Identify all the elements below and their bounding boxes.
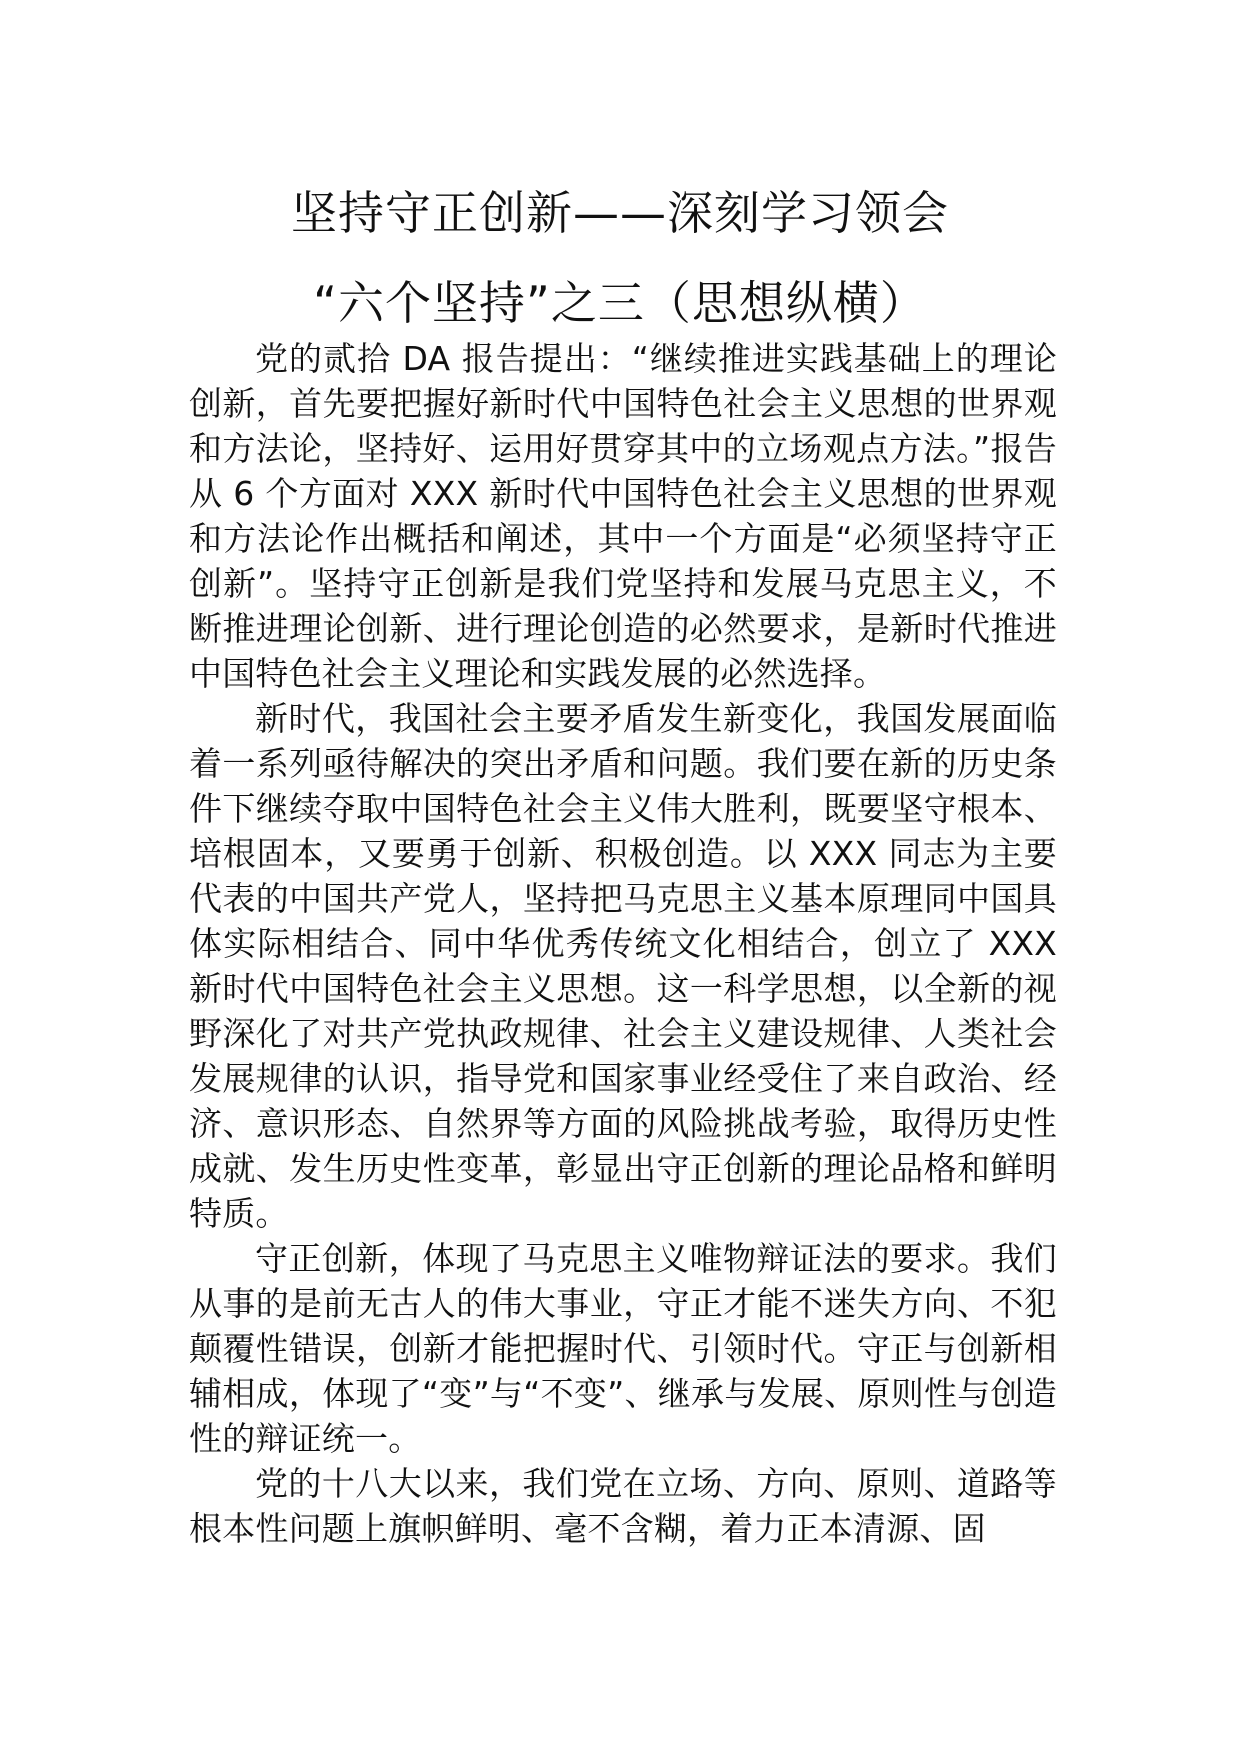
paragraph-3: 守正创新，体现了马克思主义唯物辩证法的要求。我们从事的是前无古人的伟大事业，守正才能不迷失方向、不犯颠覆性错误，创新才能把握时代、引领时代。守正与创新相辅相成，体现了“变”与“不变”、继承与发展、原则性与创造性的辩证统一。 <box>189 1239 1057 1458</box>
paragraph-4: 党的十八大以来，我们党在立场、方向、原则、道路等根本性问题上旗帜鲜明、毫不含糊，着力正本清源、固 <box>189 1464 1057 1548</box>
paragraph-1: 党的贰拾 DA 报告提出：“继续推进实践基础上的理论创新，首先要把握好新时代中国特色社会主义思想的世界观和方法论，坚持好、运用好贯穿其中的立场观点方法。”报告从 6 个方面对 XXX 新时代中国特色社会主义思想的世界观和方法论作出概括和阐述，其中一个方面是“必须坚持守正创新”。坚持守正创新是我们党坚持和发展马克思主义，不断推进理论创新、进行理论创造的必然要求，是新时代推进中国特色社会主义理论和实践发展的必然选择。 <box>189 339 1057 693</box>
document-title <box>0 168 1240 348</box>
document-body <box>189 336 1057 1551</box>
title-line-2: “六个坚持”之三（思想纵横） <box>313 276 927 330</box>
paragraph-2: 新时代，我国社会主要矛盾发生新变化，我国发展面临着一系列亟待解决的突出矛盾和问题。我们要在新的历史条件下继续夺取中国特色社会主义伟大胜利，既要坚守根本、培根固本，又要勇于创新、积极创造。以 XXX 同志为主要代表的中国共产党人，坚持把马克思主义基本原理同中国具体实际相结合、同中华优秀传统文化相结合，创立了 XXX 新时代中国特色社会主义思想。这一科学思想，以全新的视野深化了对共产党执政规律、社会主义建设规律、人类社会发展规律的认识，指导党和国家事业经受住了来自政治、经济、意识形态、自然界等方面的风险挑战考验，取得历史性成就、发生历史性变革，彰显出守正创新的理论品格和鲜明特质。 <box>189 699 1057 1233</box>
title-line-1: 坚持守正创新——深刻学习领会 <box>291 186 949 240</box>
